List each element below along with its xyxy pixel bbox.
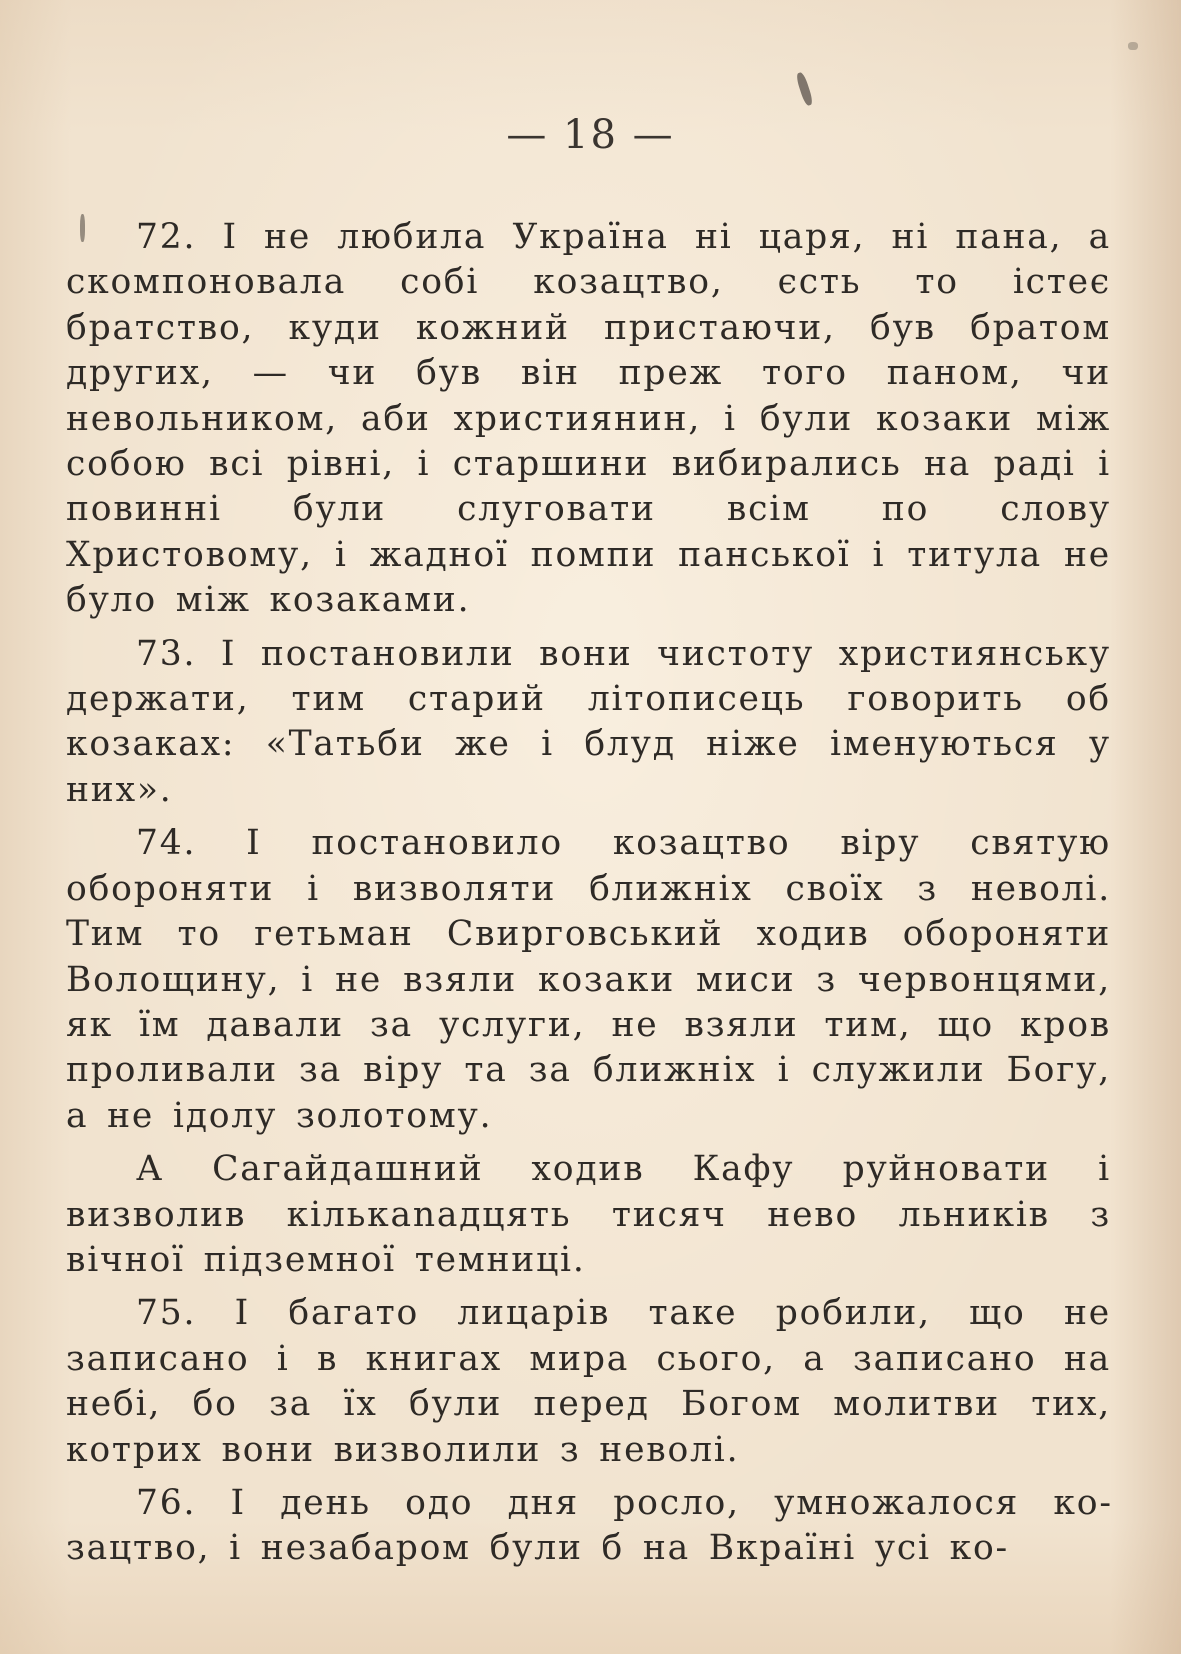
ink-speck xyxy=(1128,42,1138,50)
body-text xyxy=(66,215,1111,1580)
paragraph-sahaidachny: А Сагайдашний ходив Кафу руйновати і визволив кількаnадцять тисяч нево льників з вічної підземної темниці. xyxy=(66,1149,1111,1280)
paragraph-72: 72. І не любила Україна ні царя, ні пана, а скомпоновала собі козацтво, єсть то істеє братство, куди кожний пристаючи, був братом других, — чи був він преж того паном, чи невольником, аби християнин, і були козаки між собою всі рівні, і старшини вибирались на раді і повинні були слуговати всім по слову Христовому, і жадної помпи панської і титула не було між козаками. xyxy=(66,217,1111,621)
paragraph-73: 73. І постановили вони чистоту християнську держати, тим старий літописець говорить об козаках: «Татьби же і блуд ніже іменуються у них». xyxy=(66,633,1111,810)
page-number: — 18 — xyxy=(506,112,675,158)
ink-speck xyxy=(795,71,814,106)
paragraph-76: 76. І день одо дня росло, умножалося козацтво, і незабаром були б на Вкраїні усі ко- xyxy=(66,1482,1111,1569)
paragraph-74: 74. І постановило козацтво віру святую обороняти і визволяти ближніх своїх з неволі. Тим то гетьман Свирговський ходив обороняти Волощину, і не взяли козаки миси з червонцями, як їм давали за услуги, не взяли тим, що кров проливали за віру та за ближніх і служили Богу, а не ідолу золотому. xyxy=(66,823,1111,1136)
paragraph-75: 75. І багато лицарів таке робили, що не записано і в книгах мира сього, а записано на небі, бо за їх були перед Богом молитви тих, котрих вони визволили з неволі. xyxy=(66,1293,1111,1470)
